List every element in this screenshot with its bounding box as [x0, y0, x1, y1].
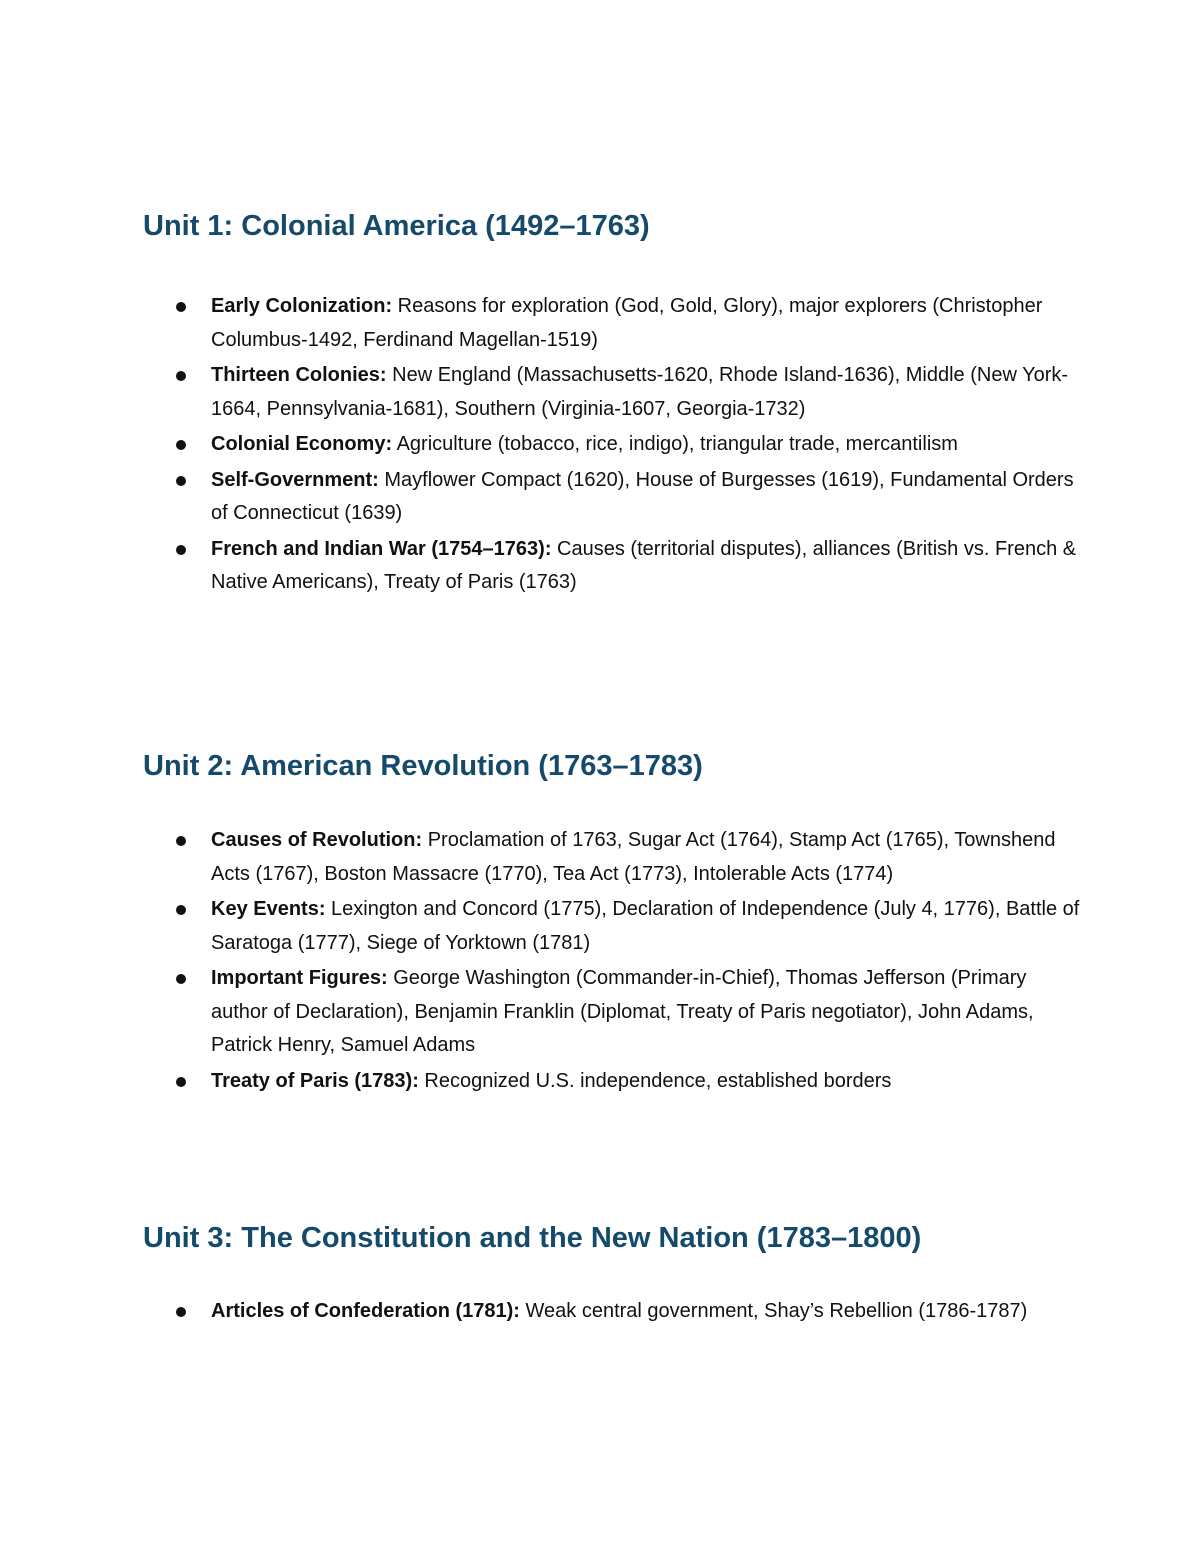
topic-text: Recognized U.S. independence, established borders — [418, 1069, 892, 1092]
topic-term: Treaty of Paris (1783): — [211, 1069, 419, 1092]
topic-text: Weak central government, Shay’s Rebellion (1786-1787) — [519, 1300, 1028, 1322]
unit-3-section — [143, 1220, 1083, 1331]
unit-3-topic-list — [143, 1295, 1083, 1329]
bullet-icon — [176, 905, 186, 915]
topic-text: Reasons for exploration (God, Gold, Glory), major explorers (Christopher Columbus-1492, Ferdinand Magellan-1519) — [211, 295, 1043, 351]
list-item — [143, 893, 1083, 960]
unit-2-section — [143, 748, 1083, 1100]
list-item — [143, 464, 1083, 531]
topic-term: Colonial Economy: — [211, 433, 393, 455]
list-item — [143, 962, 1083, 1063]
topic-term: Causes of Revolution: — [211, 829, 423, 851]
topic-text: Agriculture (tobacco, rice, indigo), triangular trade, mercantilism — [392, 433, 958, 455]
topic-text: George Washington (Commander-in-Chief), Thomas Jefferson (Primary author of Declaration), Benjamin Franklin (Diplomat, Treaty of Paris negotiator), John Adams, Patrick Henry, Samuel Adams — [211, 967, 1034, 1056]
topic-text: New England (Massachusetts-1620, Rhode Island-1636), Middle (New York-1664, Pennsylvania-1681), Southern (Virginia-1607, Georgia-1732) — [211, 364, 1069, 420]
list-item — [143, 533, 1083, 600]
topic-term: Important Figures: — [211, 967, 388, 989]
topic-text: Lexington and Concord (1775), Declaration of Independence (July 4, 1776), Battle of Saratoga (1777), Siege of Yorktown (1781) — [211, 898, 1080, 954]
bullet-icon — [176, 440, 186, 450]
unit-1-title: Unit 1: Colonial America (1492–1763) — [143, 210, 650, 242]
unit-1-section — [143, 208, 1083, 602]
topic-text: Proclamation of 1763, Sugar Act (1764), Stamp Act (1765), Townshend Acts (1767), Boston Massacre (1770), Tea Act (1773), Intolerable Acts (1774) — [211, 829, 1056, 885]
list-item — [143, 824, 1083, 891]
list-item — [143, 1295, 1083, 1329]
list-item — [143, 428, 1083, 462]
list-item — [143, 290, 1083, 357]
topic-term: Articles of Confederation (1781): — [211, 1300, 520, 1322]
bullet-icon — [176, 371, 186, 381]
bullet-icon — [176, 836, 186, 846]
topic-term: Self-Government: — [211, 468, 379, 491]
list-item — [143, 359, 1083, 426]
bullet-icon — [176, 1307, 186, 1317]
topic-term: French and Indian War (1754–1763): — [211, 537, 552, 560]
bullet-icon — [176, 302, 186, 312]
bullet-icon — [176, 974, 186, 984]
unit-2-title: Unit 2: American Revolution (1763–1783) — [143, 750, 703, 782]
bullet-icon — [176, 1077, 186, 1087]
unit-3-title: Unit 3: The Constitution and the New Nation (1783–1800) — [143, 1222, 922, 1254]
topic-term: Early Colonization: — [211, 295, 393, 317]
topic-text: Mayflower Compact (1620), House of Burgesses (1619), Fundamental Orders of Connecticut (1639) — [211, 468, 1074, 524]
bullet-icon — [176, 545, 186, 555]
topic-term: Thirteen Colonies: — [211, 364, 387, 386]
topic-term: Key Events: — [211, 898, 326, 920]
topic-text: Causes (territorial disputes), alliances (British vs. French & Native Americans), Treaty of Paris (1763) — [211, 537, 1077, 593]
list-item — [143, 1065, 1083, 1099]
bullet-icon — [176, 476, 186, 486]
unit-2-topic-list — [143, 824, 1083, 1098]
unit-1-topic-list — [143, 290, 1083, 600]
